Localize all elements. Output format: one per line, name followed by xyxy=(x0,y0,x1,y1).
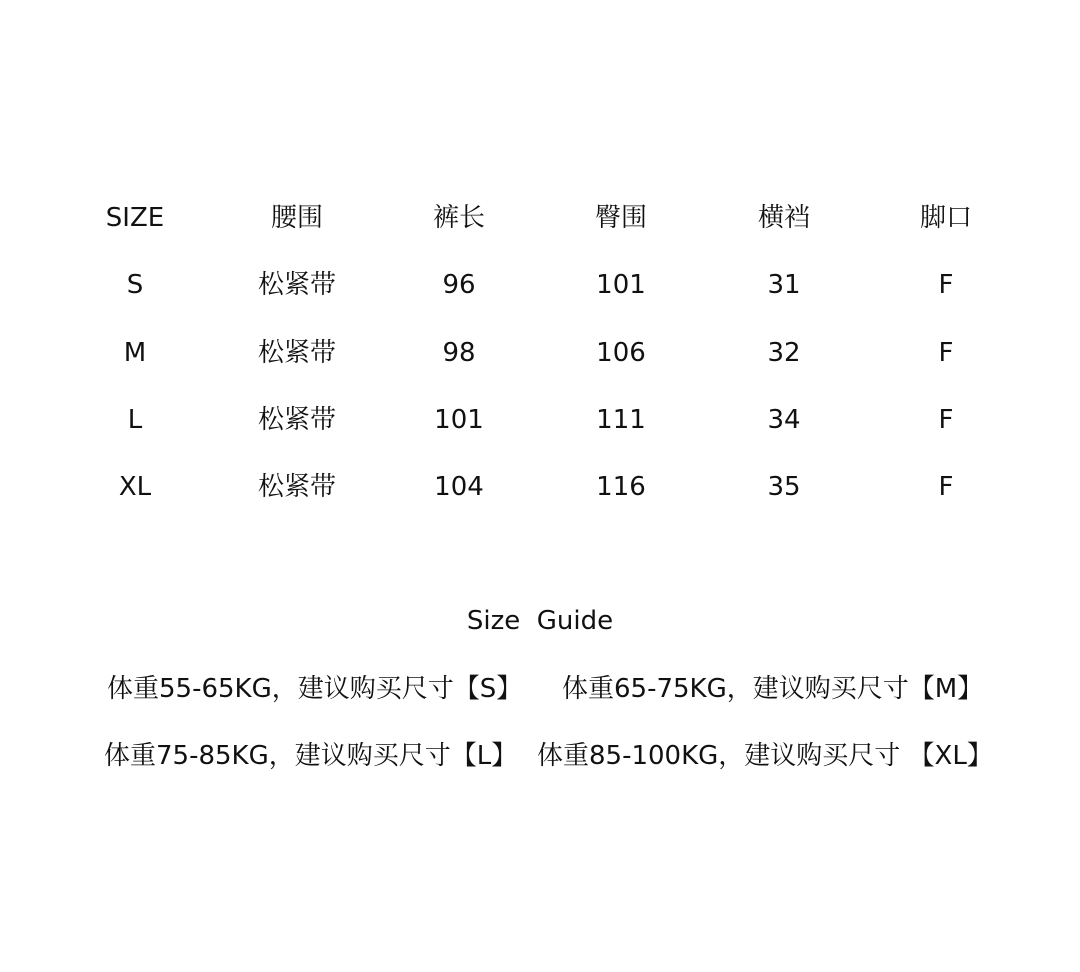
cell-size: S xyxy=(126,270,144,300)
cell-length: 104 xyxy=(434,472,484,502)
cell-waist: 松紧带 xyxy=(257,405,336,435)
header-waist: 腰围 xyxy=(270,203,323,233)
cell-crotch: 32 xyxy=(767,338,801,368)
cell-size: XL xyxy=(118,472,152,502)
header-size: SIZE xyxy=(105,203,165,233)
size-guide-line-m: 体重65-75KG，建议购买尺寸【M】 xyxy=(562,674,984,704)
cell-hem: F xyxy=(938,338,954,368)
cell-hip: 106 xyxy=(596,338,646,368)
cell-hem: F xyxy=(938,472,954,502)
table-row-xl xyxy=(0,467,1080,507)
cell-crotch: 34 xyxy=(767,405,801,435)
cell-waist: 松紧带 xyxy=(257,270,336,300)
cell-waist: 松紧带 xyxy=(257,338,336,368)
header-hip: 臀围 xyxy=(594,203,647,233)
cell-crotch: 35 xyxy=(767,472,801,502)
cell-hip: 116 xyxy=(596,472,646,502)
table-row-m xyxy=(0,333,1080,373)
header-hem: 脚口 xyxy=(919,203,972,233)
size-guide-title: Size Guide xyxy=(466,606,614,636)
cell-hip: 111 xyxy=(596,405,646,435)
table-header-row xyxy=(0,198,1080,238)
size-guide-line-s: 体重55-65KG，建议购买尺寸【S】 xyxy=(107,674,523,704)
table-row-l xyxy=(0,400,1080,440)
header-length: 裤长 xyxy=(432,203,485,233)
cell-hem: F xyxy=(938,405,954,435)
cell-waist: 松紧带 xyxy=(257,472,336,502)
cell-hip: 101 xyxy=(596,270,646,300)
cell-length: 101 xyxy=(434,405,484,435)
cell-hem: F xyxy=(938,270,954,300)
cell-length: 98 xyxy=(442,338,476,368)
cell-size: M xyxy=(123,338,147,368)
cell-size: L xyxy=(127,405,143,435)
table-row-s xyxy=(0,265,1080,305)
cell-length: 96 xyxy=(442,270,476,300)
size-guide-line-xl: 体重85-100KG，建议购买尺寸 【XL】 xyxy=(537,741,993,771)
header-crotch: 横裆 xyxy=(757,203,810,233)
cell-crotch: 31 xyxy=(767,270,801,300)
size-guide-line-l: 体重75-85KG，建议购买尺寸【L】 xyxy=(104,741,518,771)
